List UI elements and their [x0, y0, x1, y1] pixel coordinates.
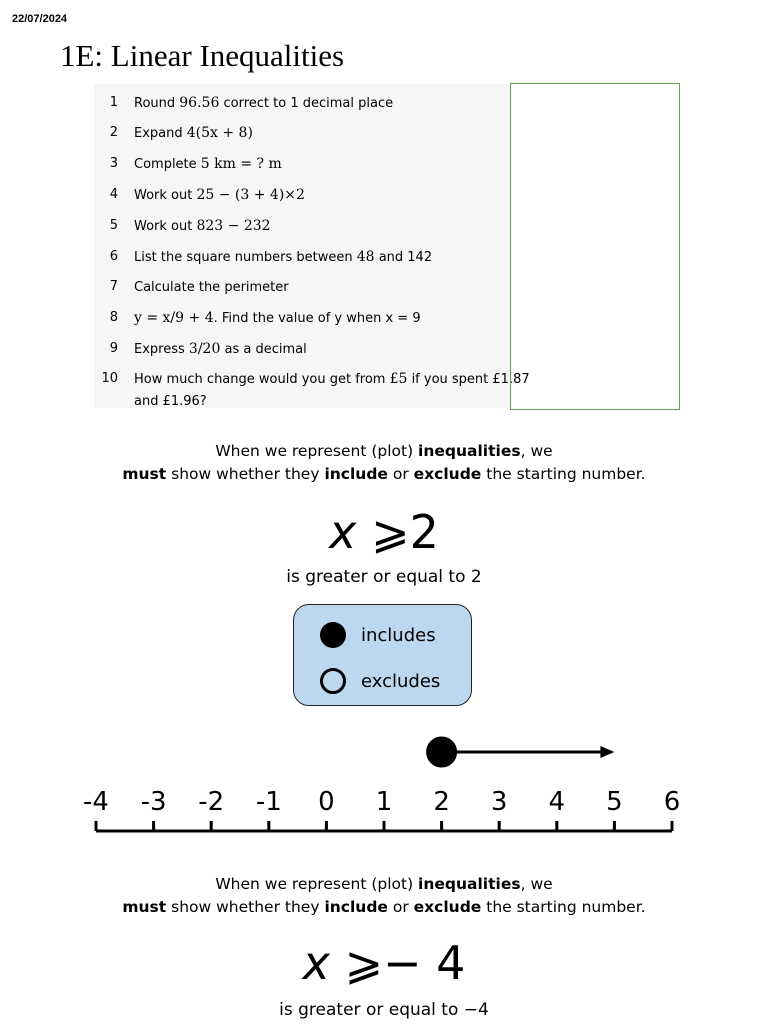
text-run: Work out — [134, 219, 197, 234]
intro-line-2 — [0, 463, 768, 486]
math-run: 96.56 — [179, 95, 220, 111]
open-circle-icon — [320, 668, 346, 694]
variable: x — [329, 505, 357, 559]
number-line — [0, 730, 768, 840]
variable: x — [302, 936, 330, 990]
question-number: 1 — [109, 95, 118, 110]
text-run: Complete — [134, 157, 201, 172]
question-number: 2 — [109, 125, 118, 140]
question-text — [134, 153, 506, 176]
text-run: When we represent (plot) — [215, 875, 419, 893]
question-text — [134, 368, 530, 413]
page-title: 1E: Linear Inequalities — [60, 38, 345, 73]
text-run: the starting number. — [481, 898, 646, 916]
legend-label: includes — [361, 624, 436, 646]
text-run: correct to 1 decimal place — [219, 96, 394, 111]
text-run: the starting number. — [481, 465, 646, 483]
date-label: 22/07/2024 — [12, 13, 68, 25]
text-run: as a decimal — [220, 342, 307, 357]
question-number: 8 — [109, 310, 118, 325]
text-run: . Find the value of y when x = 9 — [213, 311, 421, 326]
start-point-circle — [428, 738, 456, 766]
math-run: 4(5x + 8) — [186, 125, 253, 141]
text-run: show whether they — [166, 465, 325, 483]
arrow-head-icon — [600, 746, 614, 758]
inequality-symbol: ⩾ — [371, 505, 410, 559]
text-run: Expand — [134, 126, 187, 141]
text-run: or — [387, 898, 414, 916]
expression-caption-2: is greater or equal to −4 — [279, 1000, 489, 1020]
bold-term: include — [324, 898, 388, 916]
question-number: 5 — [109, 218, 118, 233]
text-run: , we — [520, 875, 553, 893]
intro-paragraph-2 — [0, 873, 768, 919]
text-run: show whether they — [166, 898, 325, 916]
intro-line-1 — [0, 873, 768, 896]
question-text — [134, 276, 506, 299]
inequality-value: − 4 — [382, 936, 466, 990]
question-text — [134, 184, 506, 207]
question-number: 9 — [109, 341, 118, 356]
expression-caption: is greater or equal to 2 — [286, 567, 482, 587]
bold-term: inequalities — [418, 442, 521, 460]
text-run: and 142 — [374, 250, 433, 265]
bold-term: must — [122, 465, 167, 483]
text-run: Work out — [134, 188, 197, 203]
bold-term: must — [122, 898, 167, 916]
answer-box — [510, 83, 680, 410]
question-text — [134, 338, 506, 361]
question-text — [134, 215, 506, 238]
question-number: 6 — [109, 249, 118, 264]
legend-excludes — [320, 667, 440, 695]
bold-term: exclude — [413, 898, 482, 916]
legend-includes — [320, 621, 436, 649]
tick-label: 1 — [375, 787, 393, 817]
question-text — [134, 246, 506, 269]
question-number: 10 — [101, 371, 118, 386]
bold-term: include — [324, 465, 388, 483]
legend-label: excludes — [361, 670, 441, 692]
text-run: Express — [134, 342, 189, 357]
question-text — [134, 122, 506, 145]
text-run: or — [387, 465, 414, 483]
math-run: 48 — [356, 249, 375, 265]
text-run: Calculate the perimeter — [134, 280, 289, 295]
bold-term: exclude — [413, 465, 482, 483]
question-number: 4 — [109, 187, 118, 202]
question-text — [134, 92, 506, 115]
question-number: 7 — [109, 279, 118, 294]
math-run: 5 km = ? m — [200, 156, 282, 172]
filled-circle-icon — [320, 622, 346, 648]
starter-questions-panel — [94, 84, 530, 409]
text-run: , we — [520, 442, 553, 460]
tick-label: 3 — [490, 787, 508, 817]
tick-label: -4 — [83, 787, 109, 817]
intro-paragraph — [0, 440, 768, 486]
math-run: 823 − 232 — [196, 218, 271, 234]
tick-label: 5 — [606, 787, 623, 817]
tick-label: 4 — [548, 787, 566, 817]
intro-line-1 — [0, 440, 768, 463]
inequality-expression-2 — [0, 935, 768, 991]
math-run: 25 − (3 + 4)×2 — [196, 187, 305, 203]
question-number: 3 — [109, 156, 118, 171]
text-run: List the square numbers between — [134, 250, 357, 265]
tick-label: -1 — [255, 787, 282, 817]
tick-label: 2 — [433, 787, 450, 817]
math-run: £5 — [389, 371, 408, 387]
tick-label: 0 — [318, 787, 335, 817]
text-run: How much change would you get from — [134, 372, 390, 387]
math-run: 3/20 — [188, 341, 221, 357]
math-run: y = x/9 + 4 — [134, 310, 214, 326]
tick-label: -3 — [140, 787, 167, 817]
tick-label: 6 — [663, 787, 681, 817]
inequality-symbol: ⩾ — [344, 936, 383, 990]
intro-line-2 — [0, 896, 768, 919]
text-run: if you spent £1.87 — [407, 372, 530, 387]
inequality-value: 2 — [409, 505, 439, 559]
legend-box — [293, 604, 472, 706]
question-text — [134, 307, 506, 330]
text-run: When we represent (plot) — [215, 442, 419, 460]
inequality-expression — [0, 504, 768, 560]
text-run: Round — [134, 96, 180, 111]
tick-label: -2 — [198, 787, 225, 817]
bold-term: inequalities — [418, 875, 521, 893]
text-run: and £1.96? — [134, 394, 207, 409]
